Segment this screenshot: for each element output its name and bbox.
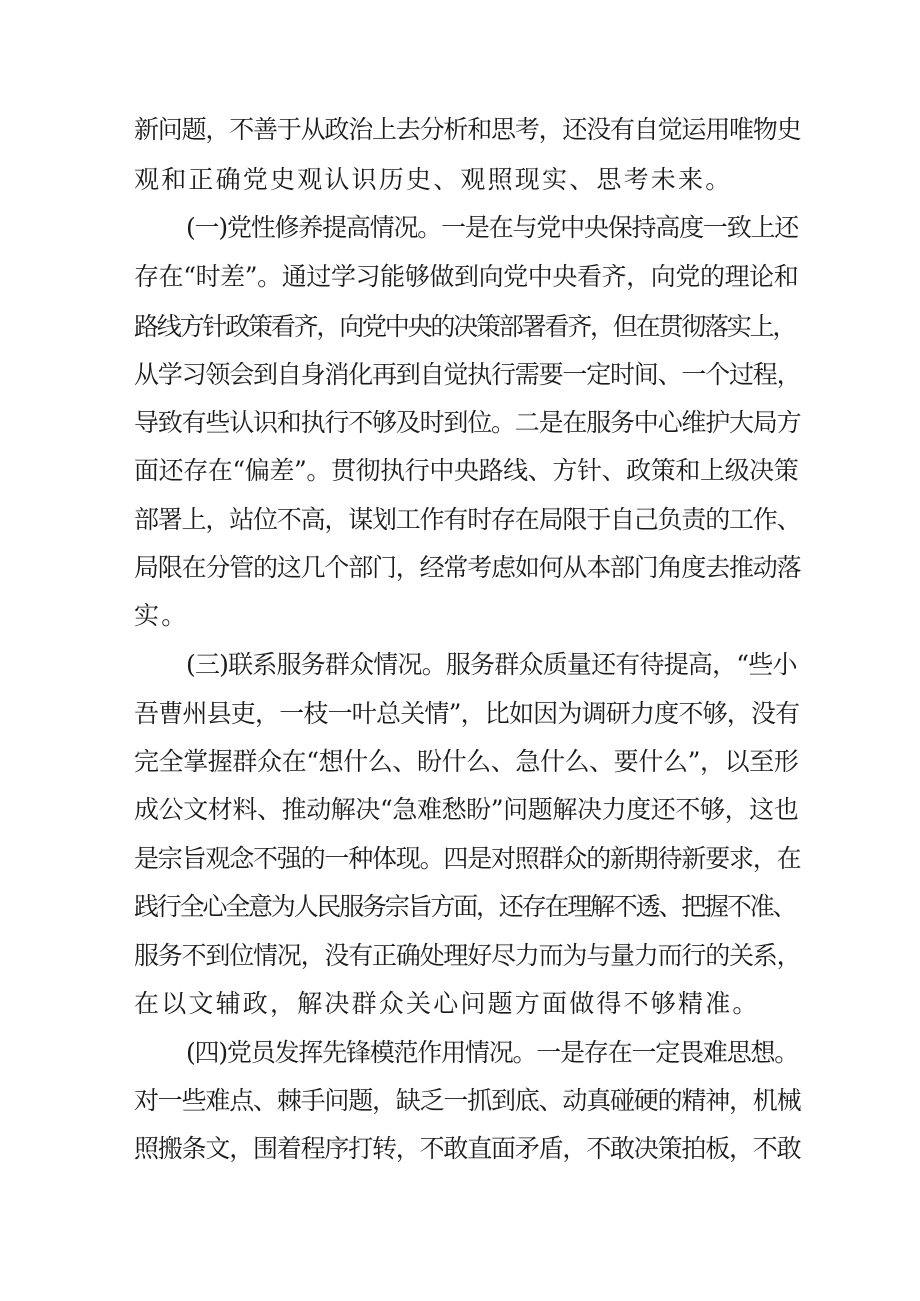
text-line: 成公文材料、推动解决“急难愁盼”问题解决力度还不够，这也 xyxy=(134,795,799,824)
text-line: (一)党性修养提高情况。一是在与党中央保持高度一致上还 xyxy=(186,213,799,242)
text-line: 局限在分管的这几个部门，经常考虑如何从本部门角度去推动落 xyxy=(134,553,801,582)
text-line: 服务不到位情况，没有正确处理好尽力而为与量力而行的关系， xyxy=(134,941,801,970)
text-line: 践行全心全意为人民服务宗旨方面，还存在理解不透、把握不准、 xyxy=(134,892,796,921)
text-line: 吾曹州县吏，一枝一叶总关情”，比如因为调研力度不够，没有 xyxy=(134,699,800,728)
text-line: 完全掌握群众在“想什么、盼什么、急什么、要什么”，以至形 xyxy=(134,747,799,776)
text-line: 新问题，不善于从政治上去分析和思考，还没有自觉运用唯物史 xyxy=(134,115,801,144)
text-line: 在以文辅政，解决群众关心问题方面做得不够精准。 xyxy=(134,989,760,1018)
text-line: 导致有些认识和执行不够及时到位。二是在服务中心维护大局方 xyxy=(134,408,801,437)
text-line: 面还存在“偏差”。贯彻执行中央路线、方针、政策和上级决策 xyxy=(134,456,799,485)
text-line: (三)联系服务群众情况。服务群众质量还有待提高，“些小 xyxy=(186,650,797,679)
text-line: 从学习领会到自身消化再到自觉执行需要一定时间、一个过程， xyxy=(134,360,801,389)
text-line: 是宗旨观念不强的一种体现。四是对照群众的新期待新要求，在 xyxy=(134,844,801,873)
text-line: (四)党员发挥先锋模范作用情况。一是存在一定畏难思想。 xyxy=(186,1038,799,1067)
text-line: 路线方针政策看齐，向党中央的决策部署看齐，但在贯彻落实上， xyxy=(134,312,796,341)
text-line: 对一些难点、棘手问题，缺乏一抓到底、动真碰硬的精神，机械 xyxy=(134,1086,801,1115)
text-line: 观和正确党史观认识历史、观照现实、思考未来。 xyxy=(134,165,733,194)
text-line: 实。 xyxy=(134,601,189,630)
text-line: 存在“时差”。通过学习能够做到向党中央看齐，向党的理论和 xyxy=(134,262,799,291)
text-line: 照搬条文，围着程序打转，不敢直面矛盾，不敢决策拍板，不敢 xyxy=(134,1134,801,1163)
text-line: 部署上，站位不高，谋划工作有时存在局限于自己负责的工作、 xyxy=(134,505,801,534)
